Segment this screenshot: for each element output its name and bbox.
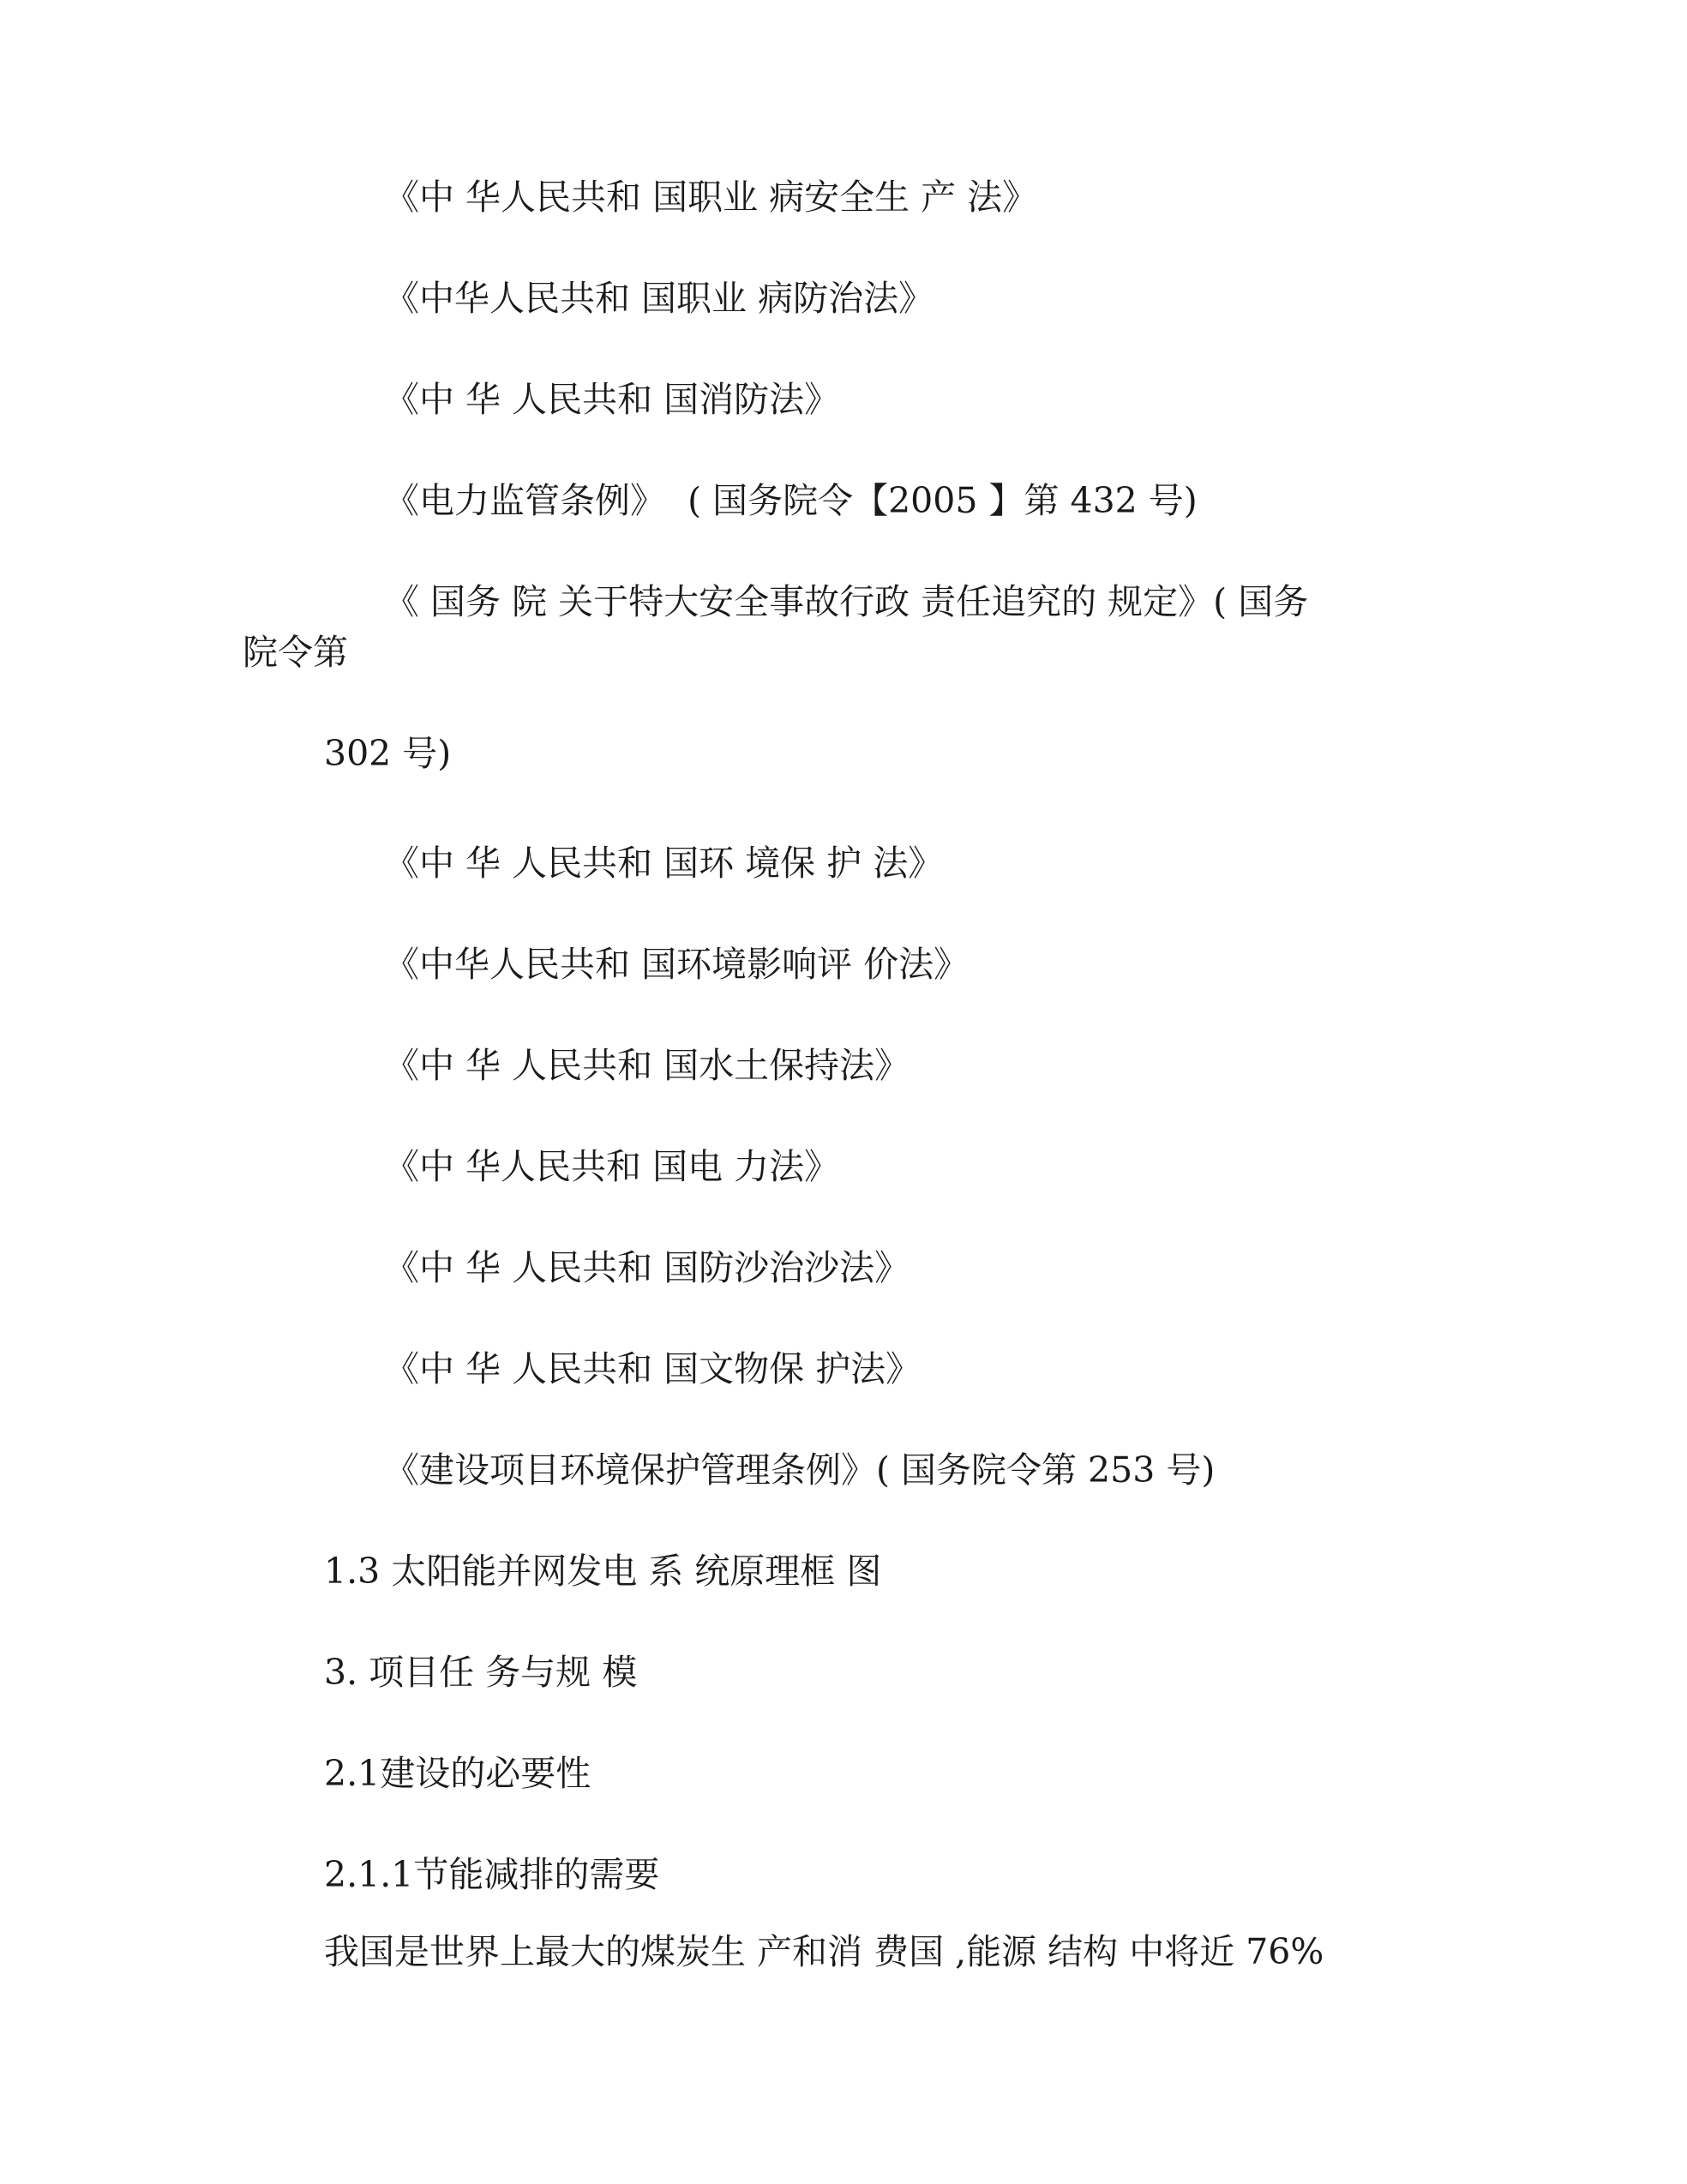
regulation-item-power-supervision: 《电力监管条例》 ( 国务院令【2005 】第 432 号) bbox=[384, 480, 1198, 521]
section-heading-2-1: 2.1建设的必要性 bbox=[324, 1753, 591, 1794]
law-item-cultural-relics: 《中 华 人民共和 国文物保 护法》 bbox=[384, 1348, 922, 1389]
law-item-occupational-disease: 《中华人民共和 国职业 病防治法》 bbox=[384, 278, 934, 319]
law-item-electric-power: 《中 华人民共和 国电 力法》 bbox=[384, 1146, 840, 1187]
regulation-item-accident-liability: 《 国务 院 关于特大安全事故行政 责任追究的 规定》( 国务 bbox=[384, 581, 1309, 622]
regulation-item-accident-liability-number: 302 号) bbox=[324, 733, 452, 774]
section-heading-2-1-1: 2.1.1节能减排的需要 bbox=[324, 1854, 660, 1895]
section-heading-3: 3. 项目任 务与规 模 bbox=[324, 1652, 638, 1693]
regulation-item-accident-liability-cont: 院令第 bbox=[243, 632, 348, 673]
body-paragraph: 我国是世界上最大的煤炭生 产和消 费国 ,能源 结构 中将近 76% bbox=[324, 1931, 1324, 1972]
law-item-fire-protection: 《中 华 人民共和 国消防法》 bbox=[384, 379, 840, 420]
law-item-environmental-impact: 《中华人民共和 国环境影响评 价法》 bbox=[384, 944, 970, 985]
regulation-item-construction-env: 《建设项目环境保护管理条例》( 国务院令第 253 号) bbox=[384, 1449, 1216, 1491]
law-item-desertification: 《中 华 人民共和 国防沙治沙法》 bbox=[384, 1247, 910, 1288]
law-item-water-soil: 《中 华 人民共和 国水土保持法》 bbox=[384, 1045, 910, 1086]
law-item-occupational-safety: 《中 华人民共和 国职业 病安全生 产 法》 bbox=[384, 177, 1038, 218]
law-item-environmental-protection: 《中 华 人民共和 国环 境保 护 法》 bbox=[384, 843, 944, 884]
section-heading-1-3: 1.3 太阳能并网发电 系 统原理框 图 bbox=[324, 1551, 882, 1592]
